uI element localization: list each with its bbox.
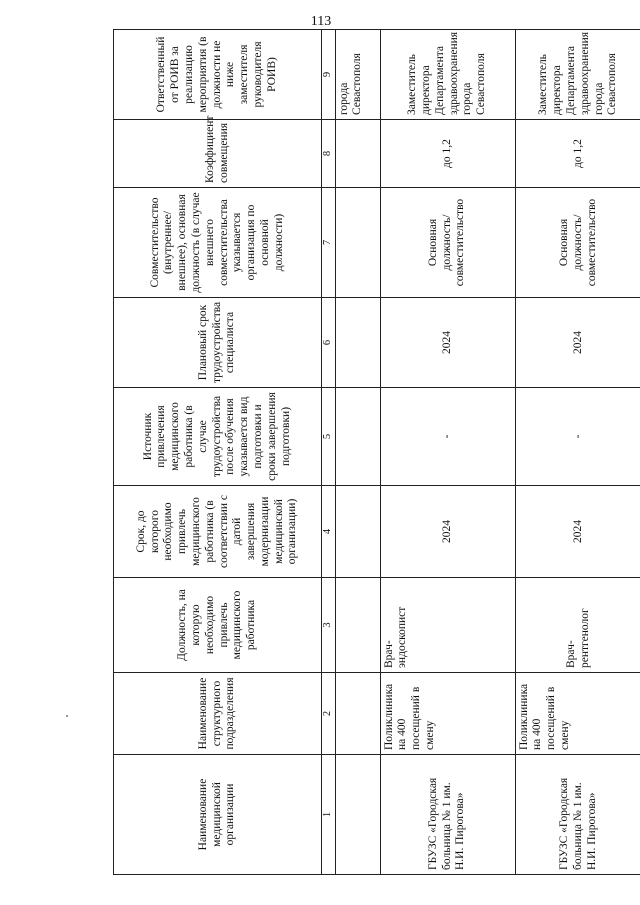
- cell-source: -: [380, 388, 515, 486]
- header-unit: Наименование структурного подразделения: [114, 673, 322, 755]
- scan-speck: [66, 715, 68, 717]
- carryover-responsible: города Севастополя: [335, 30, 380, 120]
- column-number: 6: [322, 298, 336, 388]
- cell-combination: Основная должность/совместительство: [515, 188, 640, 298]
- column-number: 9: [322, 30, 336, 120]
- column-number: 3: [322, 578, 336, 673]
- header-combination: Совместительство (внутреннее/внешнее), основная должность (в случае внешнего совместительства указывается организация по основной должности): [114, 188, 322, 298]
- cell-coefficient: до 1,2: [380, 120, 515, 188]
- cell-planned: 2024: [515, 298, 640, 388]
- cell-deadline: 2024: [515, 486, 640, 578]
- cell-responsible: Заместитель директора Департамента здравоохранения города Севастополя: [515, 30, 640, 120]
- cell-planned: 2024: [380, 298, 515, 388]
- column-number: 7: [322, 188, 336, 298]
- header-position: Должность, на которую необходимо привлечь медицинского работника: [114, 578, 322, 673]
- cell-unit: Поликлиника на 400 посещений в смену: [515, 673, 640, 755]
- cell-deadline: 2024: [380, 486, 515, 578]
- header-planned: Плановый срок трудоустройства специалиста: [114, 298, 322, 388]
- cell-org: ГБУЗС «Городская больница № 1 им. Н.И. Пирогова»: [515, 755, 640, 875]
- cell-org: ГБУЗС «Городская больница № 1 им. Н.И. Пирогова»: [380, 755, 515, 875]
- header-coefficient: Коэффициент совмещения: [114, 120, 322, 188]
- cell-unit: Поликлиника на 400 посещений в смену: [380, 673, 515, 755]
- staffing-table: [113, 29, 640, 875]
- carryover-row: [335, 30, 380, 875]
- page-number: 113: [310, 14, 332, 29]
- header-row: [114, 30, 322, 875]
- header-deadline: Срок, до которого необходимо привлечь медицинского работника (в соответствии с датой завершения модернизации медицинской организации): [114, 486, 322, 578]
- column-number: 8: [322, 120, 336, 188]
- table-row: [380, 30, 515, 875]
- cell-combination: Основная должность/совместительство: [380, 188, 515, 298]
- column-number-row: [322, 30, 336, 875]
- cell-position: Врач-эндоскопист: [380, 578, 515, 673]
- header-org: Наименование медицинской организации: [114, 755, 322, 875]
- column-number: 5: [322, 388, 336, 486]
- cell-source: -: [515, 388, 640, 486]
- column-number: 4: [322, 486, 336, 578]
- header-responsible: Ответственный от РОИВ за реализацию мероприятия (в должности не ниже заместителя руководителя РОИВ): [114, 30, 322, 120]
- column-number: 2: [322, 673, 336, 755]
- cell-coefficient: до 1,2: [515, 120, 640, 188]
- rotated-table-container: [113, 30, 640, 875]
- header-source: Источник привлечения медицинского работника (в случае трудоустройства после обучения указывается вид подготовки и сроки завершения подготовки): [114, 388, 322, 486]
- cell-position: Врач-рентгенолог: [515, 578, 640, 673]
- cell-responsible: Заместитель директора Департамента здравоохранения города Севастополя: [380, 30, 515, 120]
- table-row: [515, 30, 640, 875]
- column-number: 1: [322, 755, 336, 875]
